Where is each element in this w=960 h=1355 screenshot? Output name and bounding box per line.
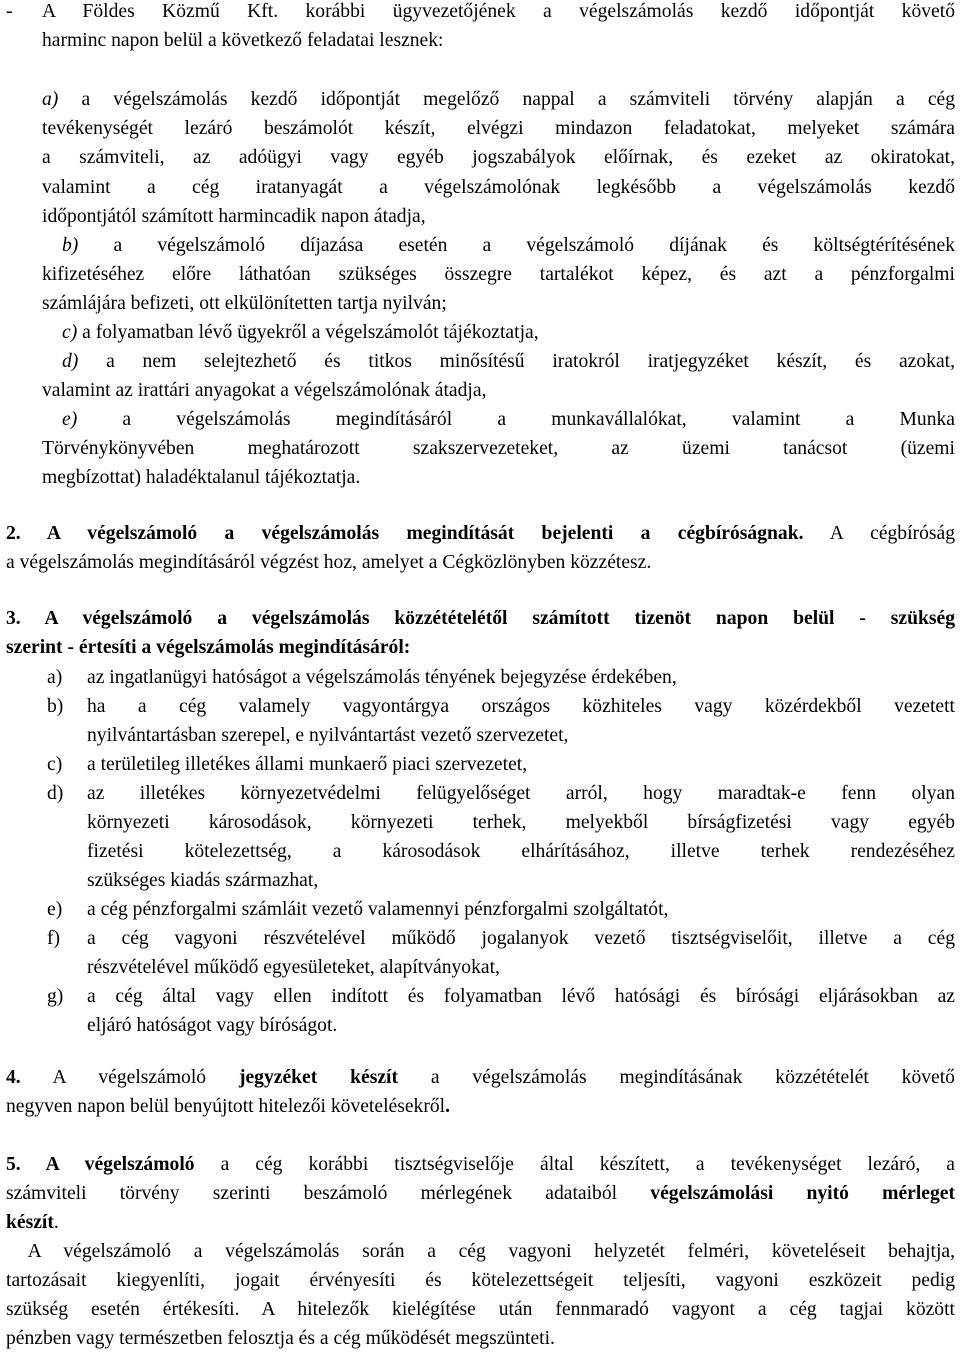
list-text: időpontjától számított harmincadik napon átadja,: [42, 206, 426, 227]
list-text: nyilvántartásban szerepel, e nyilvántartást vezető szervezetet,: [87, 725, 569, 746]
section-5-text: számviteli törvény szerinti beszámoló mérlegének adataiból: [6, 1183, 651, 1204]
list-text: fizetési kötelezettség, a károsodások elhárításához, illetve terhek rendezéséhez: [87, 841, 955, 862]
section-5-line: [6, 1182, 955, 1206]
list-text: a cég pénzforgalmi számláit vezető valamennyi pénzforgalmi szolgáltatót,: [87, 899, 669, 920]
section-2-line: [6, 522, 955, 546]
section-4-line: [6, 1095, 450, 1119]
list-text: a cég vagyoni részvételével működő jogalanyok vezető tisztségviselőit, illetve a cég: [87, 928, 955, 949]
list-text: valamint a cég iratanyagát a végelszámolónak legkésőbb a végelszámolás kezdő: [42, 177, 955, 198]
list-text: tevékenységét lezáró beszámolót készít, elvégzi mindazon feladatokat, melyeket számára: [42, 118, 955, 139]
intro-dash: -: [6, 1, 13, 22]
list-text: környezeti károsodások, környezeti terhek, melyekből bírságfizetési vagy egyéb: [87, 812, 955, 833]
section-4-text: a végelszámolás megindításának közzétételét követő: [398, 1067, 955, 1088]
final-paragraph-line: szükség esetén értékesíti. A hitelezők kielégítése után fennmaradó vagyont a cég tagjai között: [6, 1299, 955, 1320]
section-2-text: a végelszámolás megindításáról végzést hoz, amelyet a Cégközlönyben közzétesz.: [6, 552, 652, 573]
section-5-emphasis: végelszámolási nyitó mérleget: [650, 1183, 956, 1204]
list-label: g): [47, 986, 64, 1007]
section-3-heading: 3. A végelszámoló a végelszámolás közzétételétől számított tizenöt napon belül - szükség: [6, 608, 955, 629]
list-label: a): [42, 89, 59, 110]
list-text: a végelszámolás kezdő időpontját megelőző nappal a számviteli törvény alapján a cég: [81, 89, 956, 110]
list-text: az illetékes környezetvédelmi felügyelőséget arról, hogy maradtak-e fenn olyan: [87, 783, 955, 804]
list-label: c): [62, 322, 78, 343]
list-label: d): [47, 783, 64, 804]
list-label: f): [47, 928, 61, 949]
section-5-line: [6, 1153, 955, 1177]
list-text: Törvénykönyvében meghatározott szakszervezeteket, az üzemi tanácsot (üzemi: [42, 438, 955, 459]
section-3-heading: szerint - értesíti a végelszámolás megindításáról:: [6, 637, 411, 658]
list1-item-b-first: [62, 234, 955, 258]
list-label: e): [47, 899, 63, 920]
final-paragraph-line: A végelszámoló a végelszámolás során a cég vagyoni helyzetét felméri, követeléseit behajtja,: [6, 1241, 955, 1262]
section-4-period: .: [445, 1096, 451, 1117]
list-text: a számviteli, az adóügyi vagy egyéb jogszabályok előírnak, és ezeket az okiratokat,: [42, 147, 955, 168]
intro-line: A Földes Közmű Kft. korábbi ügyvezetőjének a végelszámolás kezdő időpontját követő: [42, 1, 955, 22]
list-text: számlájára befizeti, ott elkülönítetten tartja nyilván;: [42, 293, 447, 314]
list-label: a): [47, 667, 63, 688]
section-2-text: A cégbíróság: [803, 523, 955, 544]
list1-item-d-first: [62, 350, 955, 374]
section-5-emphasis: készít: [6, 1212, 54, 1233]
list-text: szükséges kiadás származhat,: [87, 870, 319, 891]
list-label: d): [62, 351, 79, 372]
section-4-text: A végelszámoló: [20, 1067, 239, 1088]
final-paragraph-line: pénzben vagy természetben felosztja és a cég működését megszünteti.: [6, 1328, 555, 1349]
section-5-text: a cég korábbi tisztségviselője által készített, a tevékenységet lezáró, a: [194, 1154, 955, 1175]
final-paragraph-line: tartozásait kiegyenlíti, jogait érvényesíti és kötelezettségeit teljesíti, vagyoni eszközeit pedig: [6, 1270, 955, 1291]
section-4-line: [6, 1066, 955, 1090]
section-5-text: .: [53, 1212, 59, 1233]
list-text: a végelszámolás megindításáról a munkavállalókat, valamint a Munka: [122, 409, 956, 430]
list-text: a nem selejtezhető és titkos minősítésű iratokról iratjegyzéket készít, és azokat,: [106, 351, 955, 372]
list-text: az ingatlanügyi hatóságot a végelszámolás tényének bejegyzése érdekében,: [87, 667, 677, 688]
list-text: megbízottat) haladéktalanul tájékoztatja.: [42, 467, 361, 488]
list-label: b): [47, 696, 64, 717]
list-text: a végelszámoló díjazása esetén a végelszámoló díjának és költségtérítésének: [113, 235, 955, 256]
list-text: a folyamatban lévő ügyekről a végelszámolót tájékoztatja,: [82, 322, 539, 343]
section-4-text: negyven napon belül benyújtott hitelezői követelésekről: [6, 1096, 446, 1117]
list-label: e): [62, 409, 78, 430]
list-text: eljáró hatóságot vagy bíróságot.: [87, 1015, 338, 1036]
list-text: kifizetéséhez előre láthatóan szükséges összegre tartalékot képez, és azt a pénzforgalmi: [42, 264, 955, 285]
list-label: c): [47, 754, 63, 775]
section-5-heading: 5. A végelszámoló: [6, 1154, 195, 1175]
section-4-emphasis: jegyzéket készít: [238, 1067, 398, 1088]
section-2-heading: 2. A végelszámoló a végelszámolás megindítását bejelenti a cégbíróságnak.: [6, 523, 804, 544]
list-text: valamint az irattári anyagokat a végelszámolónak átadja,: [42, 380, 487, 401]
list1-item-e-first: [62, 408, 955, 432]
list-text: ha a cég valamely vagyontárgya országos közhiteles vagy közérdekből vezetett: [87, 696, 955, 717]
intro-line: harminc napon belül a következő feladatai lesznek:: [42, 30, 444, 51]
list-text: a cég által vagy ellen indított és folyamatban lévő hatósági és bírósági eljárásokban az: [87, 986, 955, 1007]
list-text: részvételével működő egyesületeket, alapítványokat,: [87, 957, 500, 978]
section-number: 4.: [6, 1067, 21, 1088]
list1-item-c: [62, 321, 539, 345]
list1-item-a-first: [42, 88, 955, 112]
section-5-line: [6, 1211, 59, 1235]
list-label: b): [62, 235, 79, 256]
list-text: a területileg illetékes állami munkaerő piaci szervezetet,: [87, 754, 528, 775]
